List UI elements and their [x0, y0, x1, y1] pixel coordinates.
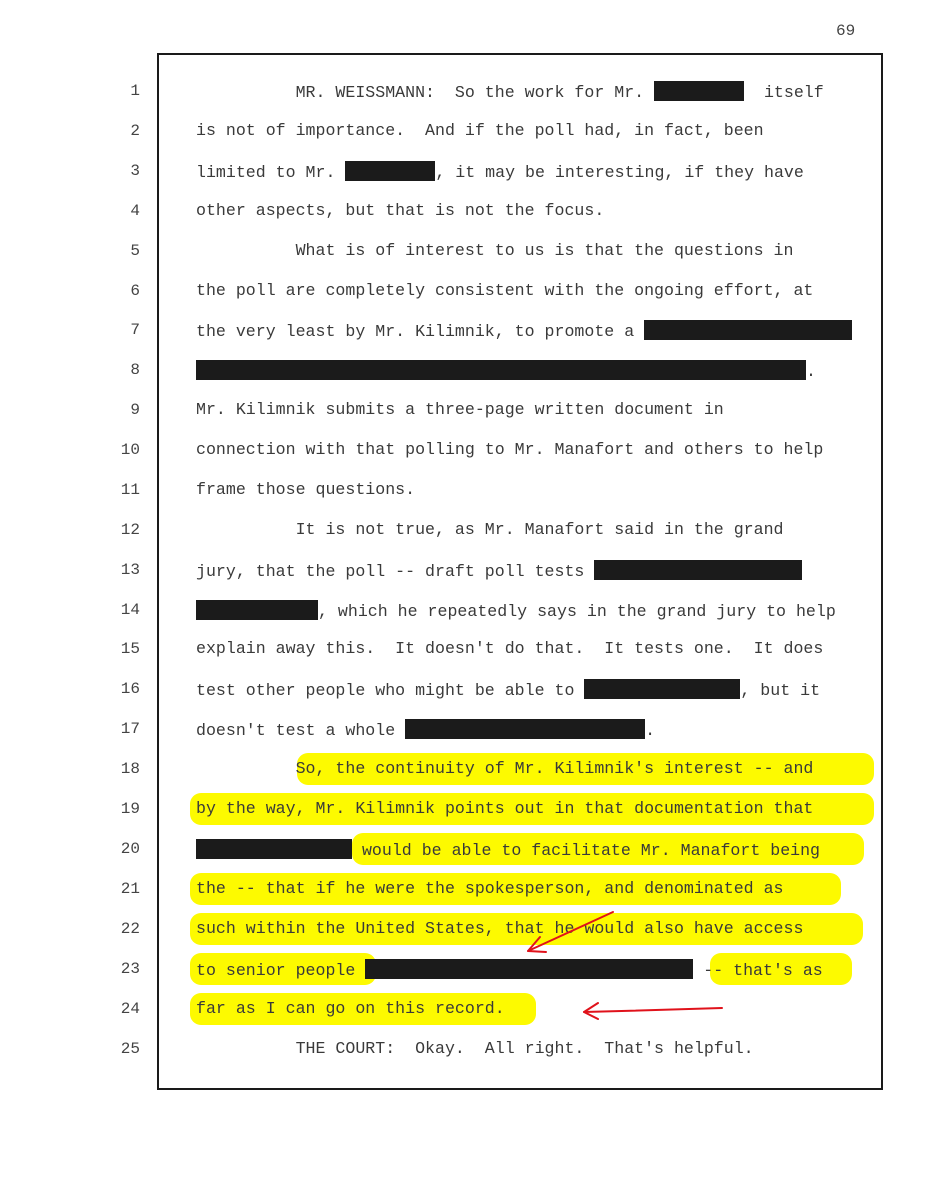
line-number: 10 [120, 441, 140, 459]
line-number: 15 [120, 640, 140, 658]
line-text: limited to Mr. [196, 163, 346, 182]
line-text: would be able to facilitate Mr. Manafort being [352, 841, 821, 860]
line-text: the poll are completely consistent with the ongoing effort, at [196, 281, 814, 300]
line-number: 18 [120, 760, 140, 778]
redaction-block [644, 320, 852, 340]
transcript-line-12 [196, 520, 784, 539]
transcript-line-9 [196, 400, 724, 419]
transcript-line-15 [196, 639, 823, 658]
line-text: explain away this. It doesn't do that. It tests one. It does [196, 639, 824, 658]
line-text: to senior people [196, 961, 366, 980]
page-number: 69 [836, 22, 856, 40]
redaction-block [196, 600, 318, 620]
line-number: 11 [120, 481, 140, 499]
line-text: far as I can go on this record. [196, 999, 505, 1018]
line-text: It is not true, as Mr. Manafort said in the grand [196, 520, 784, 539]
line-text: THE COURT: Okay. All right. That's helpful. [196, 1039, 754, 1058]
redaction-block [405, 719, 645, 739]
transcript-line-3 [196, 161, 804, 182]
line-text: doesn't test a whole [196, 721, 406, 740]
line-number: 8 [130, 361, 140, 379]
transcript-line-16 [196, 679, 820, 700]
line-number: 21 [120, 880, 140, 898]
transcript-line-7 [196, 320, 852, 341]
line-text: connection with that polling to Mr. Manafort and others to help [196, 440, 824, 459]
line-number: 16 [120, 680, 140, 698]
line-text: -- that's as [693, 961, 823, 980]
transcript-line-14 [196, 600, 836, 621]
line-text: . [806, 362, 816, 381]
line-text: What is of interest to us is that the questions in [196, 241, 794, 260]
line-number: 1 [130, 82, 140, 100]
line-number: 2 [130, 122, 140, 140]
transcript-line-4 [196, 201, 604, 220]
transcript-line-8 [196, 360, 816, 381]
line-text: So, the continuity of Mr. Kilimnik's interest -- and [196, 759, 814, 778]
line-number: 6 [130, 282, 140, 300]
line-number: 12 [120, 521, 140, 539]
transcript-line-10 [196, 440, 823, 459]
transcript-line-17 [196, 719, 655, 740]
transcript-line-25 [196, 1039, 754, 1058]
redaction-block [196, 839, 352, 859]
transcript-line-11 [196, 480, 415, 499]
transcript-line-20 [196, 839, 820, 860]
line-number: 13 [120, 561, 140, 579]
transcript-line-19 [196, 799, 813, 818]
line-text: itself [744, 83, 824, 102]
redaction-block [196, 360, 806, 380]
line-text: the -- that if he were the spokesperson, and denominated as [196, 879, 784, 898]
line-number: 7 [130, 321, 140, 339]
line-number: 22 [120, 920, 140, 938]
line-number: 14 [120, 601, 140, 619]
line-text: other aspects, but that is not the focus. [196, 201, 605, 220]
line-text: frame those questions. [196, 480, 416, 499]
line-number: 23 [120, 960, 140, 978]
line-number: 17 [120, 720, 140, 738]
transcript-line-23 [196, 959, 823, 980]
transcript-line-13 [196, 560, 802, 581]
line-text: , but it [740, 681, 821, 700]
line-text: MR. WEISSMANN: So the work for Mr. [196, 83, 655, 102]
line-number: 9 [130, 401, 140, 419]
redaction-block [584, 679, 740, 699]
line-text: , it may be interesting, if they have [435, 163, 804, 182]
transcript-line-2 [196, 121, 764, 140]
line-text: the very least by Mr. Kilimnik, to promote a [196, 322, 645, 341]
line-text: test other people who might be able to [196, 681, 585, 700]
transcript-line-24 [196, 999, 505, 1018]
transcript-line-18 [196, 759, 813, 778]
line-number: 5 [130, 242, 140, 260]
transcript-line-5 [196, 241, 793, 260]
transcript-line-21 [196, 879, 784, 898]
redaction-block [654, 81, 744, 101]
line-text: jury, that the poll -- draft poll tests [196, 562, 595, 581]
redaction-block [365, 959, 693, 979]
redaction-block [594, 560, 802, 580]
transcript-line-1 [196, 81, 824, 102]
line-text: . [645, 721, 656, 740]
line-text: , which he repeatedly says in the grand jury to help [318, 602, 836, 621]
line-number: 19 [120, 800, 140, 818]
transcript-line-6 [196, 281, 813, 300]
line-number: 24 [120, 1000, 140, 1018]
line-number: 20 [120, 840, 140, 858]
line-number: 3 [130, 162, 140, 180]
transcript-line-22 [196, 919, 803, 938]
redaction-block [345, 161, 435, 181]
line-text: is not of importance. And if the poll had, in fact, been [196, 121, 764, 140]
line-text: Mr. Kilimnik submits a three-page written document in [196, 400, 724, 419]
line-number: 4 [130, 202, 140, 220]
line-text: such within the United States, that he would also have access [196, 919, 804, 938]
line-number: 25 [120, 1040, 140, 1058]
line-text: by the way, Mr. Kilimnik points out in that documentation that [196, 799, 814, 818]
